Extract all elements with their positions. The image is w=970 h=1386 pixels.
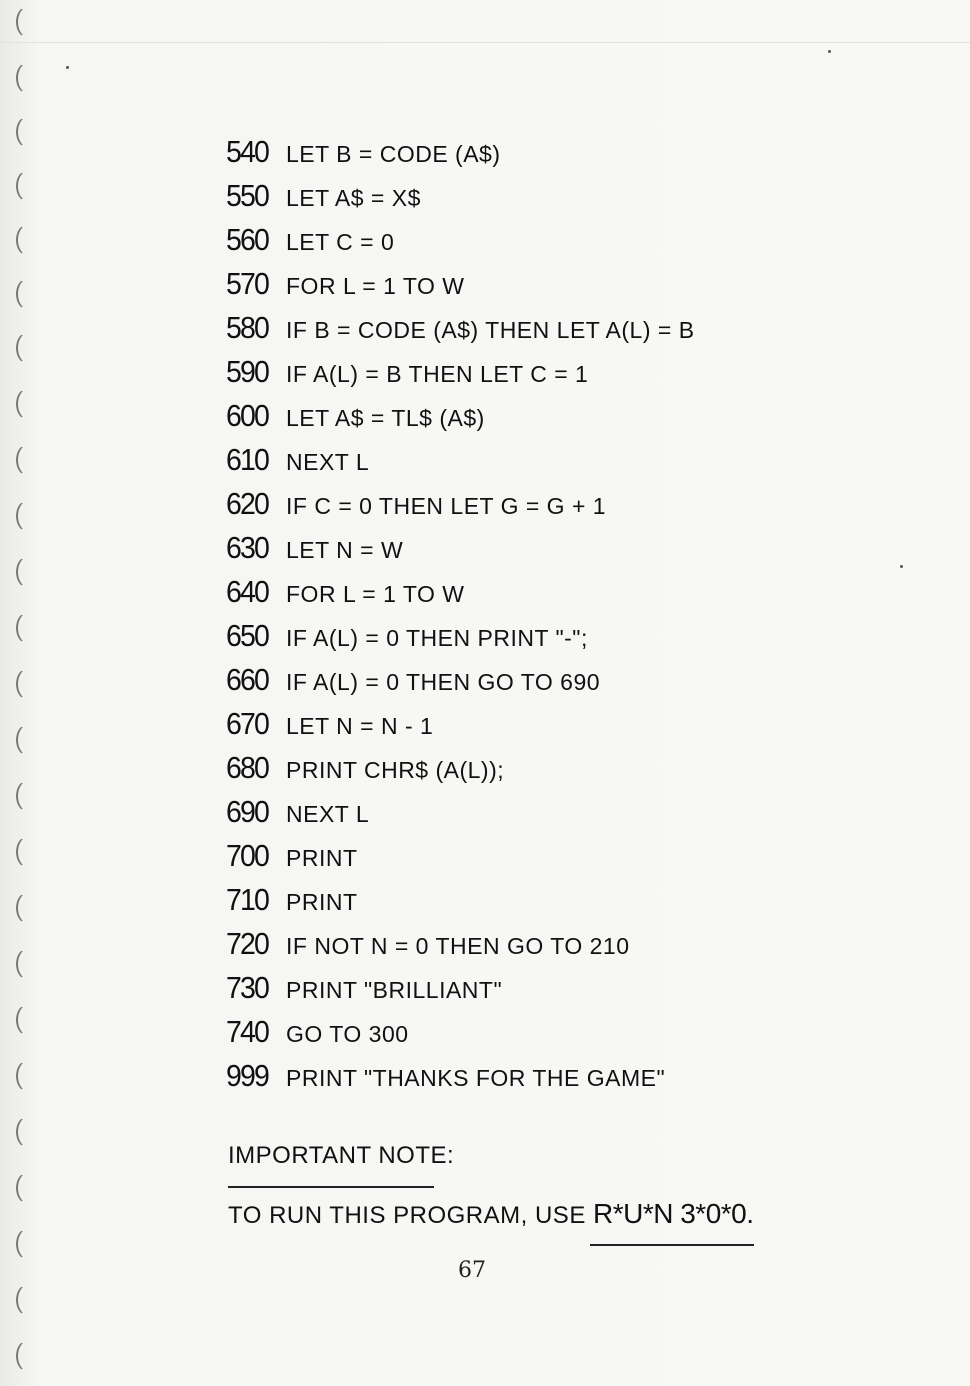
paper-speck <box>900 565 903 568</box>
run-command: R*U*N 3*0*0. <box>593 1198 754 1229</box>
line-number: 650 <box>226 618 269 653</box>
line-number: 660 <box>226 662 269 697</box>
listing-line <box>226 834 695 878</box>
binding-hole <box>16 780 40 812</box>
line-statement: IF C = 0 THEN LET G = G + 1 <box>286 493 607 519</box>
listing-line <box>226 878 695 922</box>
listing-line <box>226 790 695 834</box>
line-number: 590 <box>226 354 269 389</box>
binding-hole <box>16 612 40 644</box>
line-statement: IF A(L) = B THEN LET C = 1 <box>286 361 589 387</box>
heading-underline <box>228 1186 434 1188</box>
listing-line <box>226 658 695 702</box>
listing-line <box>226 922 695 966</box>
binding-hole <box>16 1228 40 1260</box>
line-statement: PRINT "BRILLIANT" <box>286 977 503 1003</box>
line-number: 640 <box>226 574 269 609</box>
line-number: 710 <box>226 882 269 917</box>
binding-holes <box>0 0 70 1386</box>
line-number: 550 <box>226 178 269 213</box>
binding-hole <box>16 948 40 980</box>
listing-line <box>226 438 695 482</box>
line-statement: LET C = 0 <box>286 229 395 255</box>
listing-line <box>226 262 695 306</box>
line-number: 730 <box>226 970 269 1005</box>
important-note-text <box>228 1198 754 1230</box>
program-listing <box>226 130 695 1098</box>
note-instruction: TO RUN THIS PROGRAM, USE <box>228 1202 593 1229</box>
listing-line <box>226 306 695 350</box>
binding-hole <box>16 170 40 202</box>
line-statement: IF B = CODE (A$) THEN LET A(L) = B <box>286 317 695 343</box>
listing-line <box>226 1010 695 1054</box>
listing-line <box>226 482 695 526</box>
listing-line <box>226 394 695 438</box>
line-number: 620 <box>226 486 269 521</box>
line-statement: GO TO 300 <box>286 1021 409 1047</box>
binding-hole <box>16 278 40 310</box>
listing-line <box>226 570 695 614</box>
binding-hole <box>16 1172 40 1204</box>
line-number: 630 <box>226 530 269 565</box>
binding-hole <box>16 444 40 476</box>
line-statement: FOR L = 1 TO W <box>286 581 465 607</box>
line-number: 540 <box>226 134 269 169</box>
binding-hole <box>16 1060 40 1092</box>
listing-line <box>226 526 695 570</box>
line-number: 600 <box>226 398 269 433</box>
binding-hole <box>16 388 40 420</box>
line-statement: LET A$ = X$ <box>286 185 421 211</box>
binding-hole <box>16 724 40 756</box>
binding-hole <box>16 1116 40 1148</box>
binding-hole <box>16 836 40 868</box>
listing-line <box>226 174 695 218</box>
binding-hole <box>16 556 40 588</box>
paper-speck <box>828 50 831 53</box>
line-statement: NEXT L <box>286 449 370 475</box>
listing-line <box>226 746 695 790</box>
important-note-heading: IMPORTANT NOTE: <box>228 1142 455 1169</box>
binding-hole <box>16 62 40 94</box>
line-statement: PRINT <box>286 845 358 871</box>
line-number: 570 <box>226 266 269 301</box>
binding-hole <box>16 668 40 700</box>
line-statement: LET N = W <box>286 537 404 563</box>
listing-line <box>226 130 695 174</box>
binding-hole <box>16 892 40 924</box>
line-number: 999 <box>226 1058 269 1093</box>
line-statement: FOR L = 1 TO W <box>286 273 465 299</box>
line-statement: IF A(L) = 0 THEN PRINT "-"; <box>286 625 588 651</box>
line-statement: IF A(L) = 0 THEN GO TO 690 <box>286 669 601 695</box>
line-statement: LET B = CODE (A$) <box>286 141 501 167</box>
line-statement: PRINT CHR$ (A(L)); <box>286 757 505 783</box>
line-number: 560 <box>226 222 269 257</box>
line-statement: IF NOT N = 0 THEN GO TO 210 <box>286 933 630 959</box>
listing-line <box>226 218 695 262</box>
listing-line <box>226 614 695 658</box>
line-number: 670 <box>226 706 269 741</box>
line-number: 700 <box>226 838 269 873</box>
line-number: 580 <box>226 310 269 345</box>
binding-hole <box>16 224 40 256</box>
binding-hole <box>16 1340 40 1372</box>
binding-hole <box>16 6 40 38</box>
line-statement: LET N = N - 1 <box>286 713 434 739</box>
listing-line <box>226 702 695 746</box>
line-statement: PRINT "THANKS FOR THE GAME" <box>286 1065 666 1091</box>
listing-line <box>226 350 695 394</box>
line-statement: PRINT <box>286 889 358 915</box>
line-number: 680 <box>226 750 269 785</box>
listing-line <box>226 966 695 1010</box>
line-number: 740 <box>226 1014 269 1049</box>
binding-hole <box>16 1004 40 1036</box>
line-statement: LET A$ = TL$ (A$) <box>286 405 485 431</box>
line-number: 720 <box>226 926 269 961</box>
binding-hole <box>16 1284 40 1316</box>
page-number: 67 <box>458 1258 486 1283</box>
listing-line <box>226 1054 695 1098</box>
line-number: 690 <box>226 794 269 829</box>
binding-hole <box>16 116 40 148</box>
command-underline <box>590 1244 754 1246</box>
line-number: 610 <box>226 442 269 477</box>
page-top-edge <box>0 42 970 43</box>
line-statement: NEXT L <box>286 801 370 827</box>
binding-hole <box>16 500 40 532</box>
binding-hole <box>16 332 40 364</box>
paper-speck <box>66 66 69 69</box>
